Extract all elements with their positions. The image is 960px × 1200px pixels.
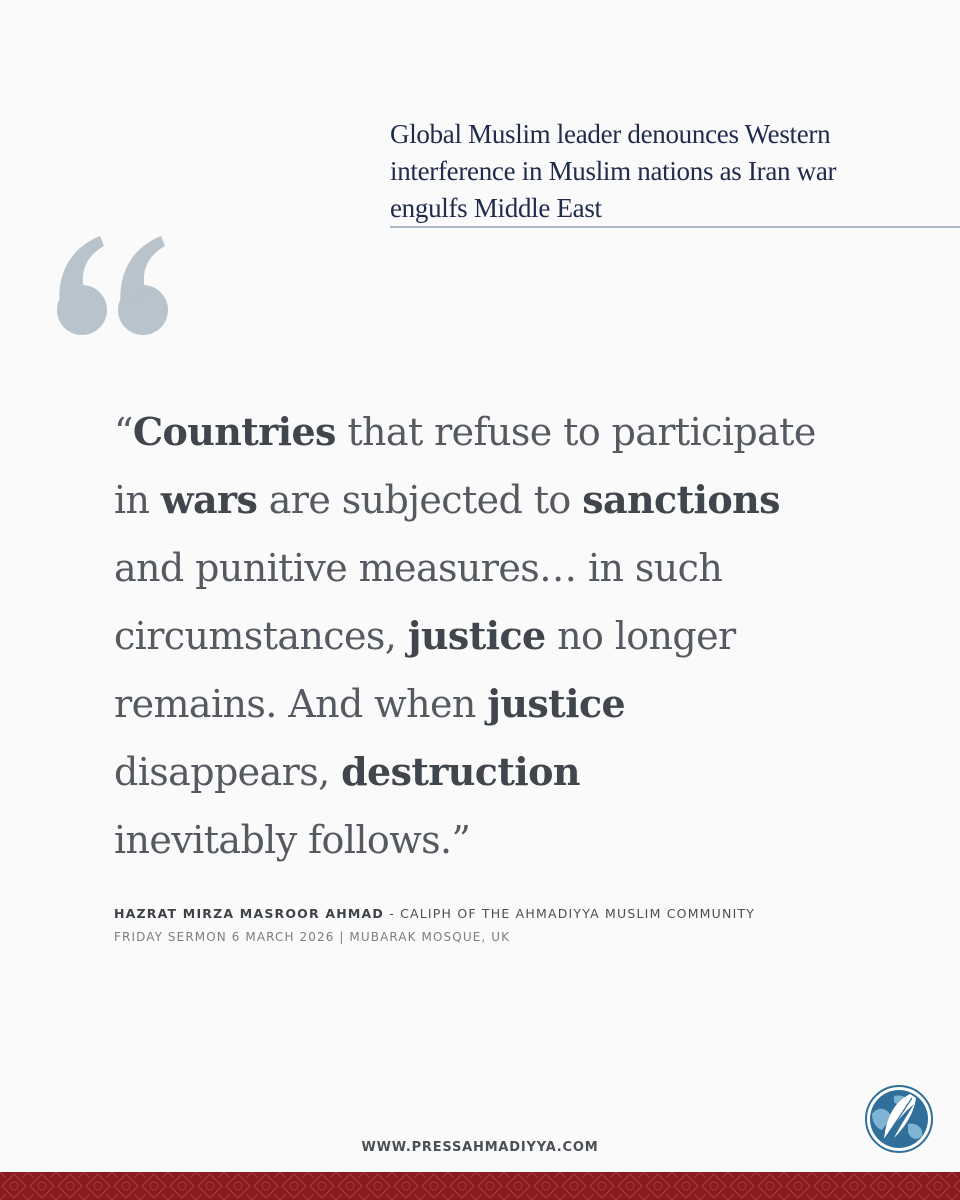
headline-divider <box>390 226 960 228</box>
quote-open: “ <box>114 410 133 454</box>
quote-span: circumstances, <box>114 614 408 658</box>
quote-line <box>114 670 894 738</box>
headline-line: interference in Muslim nations as Iran war <box>390 156 837 186</box>
quote-mark-icon <box>48 220 178 340</box>
quote-line <box>114 806 894 874</box>
quote-span: that refuse to participate <box>335 410 816 454</box>
quote-span: in <box>114 478 161 522</box>
quote-line <box>114 738 894 806</box>
attribution-line <box>114 906 914 921</box>
emphasis-word: sanctions <box>582 477 780 522</box>
quote-span: remains. And when <box>114 682 488 726</box>
emphasis-word: justice <box>407 613 546 658</box>
quote-text <box>114 398 894 874</box>
quote-line <box>114 602 894 670</box>
emphasis-word: wars <box>160 477 258 522</box>
quote-span: disappears, <box>114 750 342 794</box>
attribution-source: FRIDAY SERMON 6 MARCH 2026 | MUBARAK MOSQUE, UK <box>114 930 511 944</box>
attribution-separator: - <box>384 906 401 921</box>
quote-line <box>114 534 894 602</box>
headline <box>390 116 890 227</box>
quote-span: no longer <box>545 614 736 658</box>
footer-pattern-band <box>0 1172 960 1200</box>
quote-span: inevitably follows.” <box>114 818 471 862</box>
quote-span: and punitive measures… in such <box>114 546 723 590</box>
quote-line <box>114 466 894 534</box>
speaker-name: HAZRAT MIRZA MASROOR AHMAD <box>114 906 385 921</box>
headline-line: engulfs Middle East <box>390 193 602 223</box>
emphasis-word: justice <box>487 681 626 726</box>
emphasis-word: destruction <box>341 749 580 794</box>
speaker-title: CALIPH OF THE AHMADIYYA MUSLIM COMMUNITY <box>400 906 756 921</box>
footer-pattern-icon <box>0 1172 960 1200</box>
website-url: WWW.PRESSAHMADIYYA.COM <box>361 1140 599 1155</box>
headline-line: Global Muslim leader denounces Western <box>390 119 831 149</box>
quote-line <box>114 398 894 466</box>
emphasis-word: Countries <box>132 409 336 454</box>
quote-span: are subjected to <box>257 478 583 522</box>
